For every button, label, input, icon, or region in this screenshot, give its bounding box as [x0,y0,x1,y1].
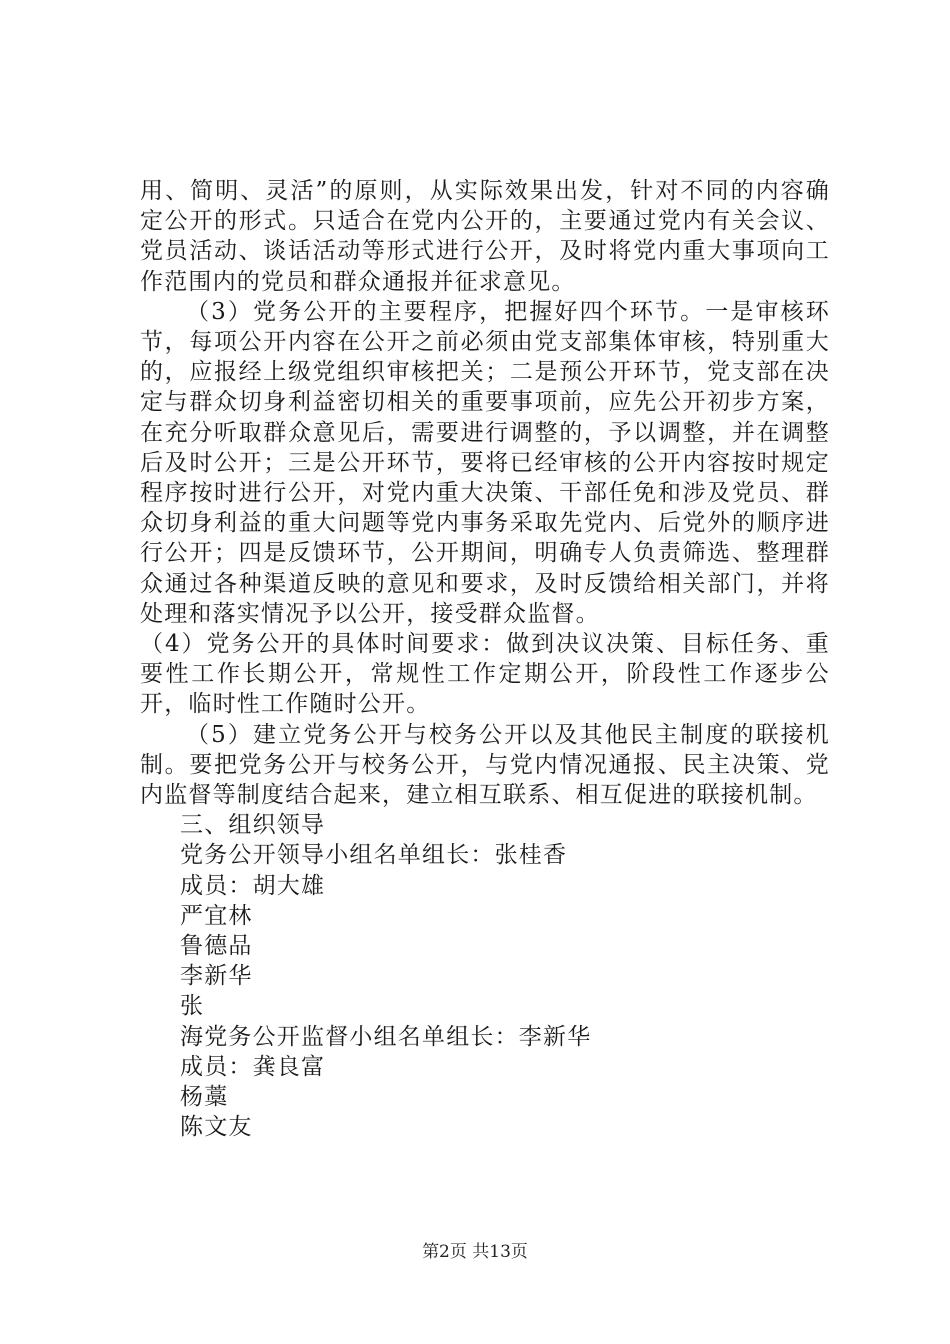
paragraph-4: （5）建立党务公开与校务公开以及其他民主制度的联接机制。要把党务公开与校务公开，与党内情况通报、民主决策、党内监督等制度结合起来，建立相互联系、相互促进的联接机制。 [140,721,830,809]
paragraph-3: （4）党务公开的具体时间要求：做到决议决策、目标任务、重要性工作长期公开，常规性工作定期公开，阶段性工作逐步公开，临时性工作随时公开。 [140,631,830,718]
list-item: 成员：胡大雄 [180,872,326,899]
list-item: 海党务公开监督小组名单组长：李新华 [180,1023,592,1050]
list-item: 鲁德品 [180,933,253,960]
list-item: 成员：龚良富 [180,1053,326,1080]
list-item: 陈文友 [180,1114,253,1141]
page-number-footer: 第2页 共13页 [422,1242,528,1262]
list-item: 杨藁 [180,1084,229,1111]
list-item: 李新华 [180,963,253,990]
list-item: 严宜林 [180,902,253,929]
list-item: 党务公开领导小组名单组长：张桂香 [180,842,568,869]
document-body [140,176,830,1143]
paragraph-1: 用、简明、灵活”的原则，从实际效果出发，针对不同的内容确定公开的形式。只适合在党内公开的，主要通过党内有关会议、党员活动、谈话活动等形式进行公开，及时将党内重大事项向工作范围内的党员和群众通报并征求意见。 [140,178,830,295]
section-heading: 三、组织领导 [180,812,326,839]
list-item: 张 [180,993,205,1020]
paragraph-2: （3）党务公开的主要程序，把握好四个环节。一是审核环节，每项公开内容在公开之前必须由党支部集体审核，特别重大的，应报经上级党组织审核把关；二是预公开环节，党支部在决定与群众切身利益密切相关的重要事项前，应先公开初步方案，在充分听取群众意见后，需要进行调整的，予以调整，并在调整后及时公开；三是公开环节，要将已经审核的公开内容按时规定程序按时进行公开，对党内重大决策、干部任免和涉及党员、群众切身利益的重大问题等党内事务采取先党内、后党外的顺序进行公开；四是反馈环节，公开期间，明确专人负责筛选、整理群众通过各种渠道反映的意见和要求，及时反馈给相关部门，并将处理和落实情况予以公开，接受群众监督。 [140,298,830,627]
